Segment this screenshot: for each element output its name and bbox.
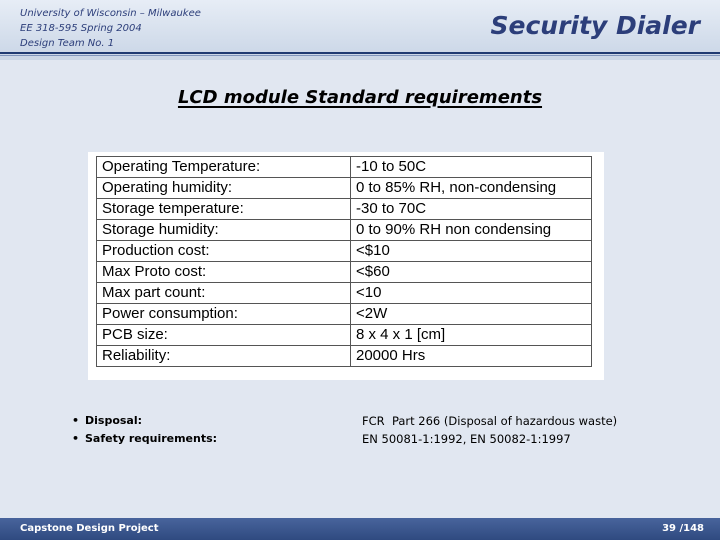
page-number: 39 /148 [662,523,704,534]
table-row [97,325,592,346]
requirement-name: Power consumption: [97,304,351,325]
note-value: FCR Part 266 (Disposal of hazardous waste) [362,414,618,428]
requirement-name: Storage humidity: [97,220,351,241]
requirement-value: 20000 Hrs [351,346,592,367]
slide-title [0,84,720,112]
requirement-name: Max Proto cost: [97,262,351,283]
project-title: Security Dialer [490,11,700,40]
list-item [72,430,217,448]
footer-course-label: Capstone Design Project [20,523,159,534]
requirement-name: Max part count: [97,283,351,304]
course-info [20,6,201,51]
table-row [97,262,592,283]
table-row [97,346,592,367]
header-divider [0,52,720,54]
table-row [97,304,592,325]
table-row [97,199,592,220]
requirement-value: 0 to 85% RH, non-condensing [351,178,592,199]
requirement-value: -10 to 50C [351,157,592,178]
note-value: EN 50081-1:1992, EN 50082-1:1997 [362,432,571,446]
header-divider-thin [0,55,720,56]
notes-values [362,412,617,448]
table-row [97,178,592,199]
requirement-value: 0 to 90% RH non condensing [351,220,592,241]
requirement-value: -30 to 70C [351,199,592,220]
note-label: Safety requirements: [85,432,218,445]
list-item [72,412,217,430]
table-row [97,157,592,178]
requirement-value: <2W [351,304,592,325]
team-number: Design Team No. 1 [20,38,115,49]
university-name: University of Wisconsin – Milwaukee [20,8,201,19]
slide-title-text: LCD module Standard requirements [177,87,543,108]
bullet-icon: • [72,432,80,445]
requirement-name: Production cost: [97,241,351,262]
course-code: EE 318-595 Spring 2004 [20,23,142,34]
requirements-table-panel [88,152,604,380]
notes-labels [72,412,217,448]
requirement-value: 8 x 4 x 1 [cm] [351,325,592,346]
requirement-value: <10 [351,283,592,304]
slide-header [0,0,720,60]
table-row [97,241,592,262]
requirements-table [96,156,592,367]
table-row [97,283,592,304]
table-row [97,220,592,241]
note-label: Disposal: [85,414,143,427]
slide-footer [0,518,720,540]
requirement-name: PCB size: [97,325,351,346]
bullet-icon: • [72,414,80,427]
requirement-value: <$10 [351,241,592,262]
requirement-value: <$60 [351,262,592,283]
requirement-name: Reliability: [97,346,351,367]
requirement-name: Operating humidity: [97,178,351,199]
requirement-name: Storage temperature: [97,199,351,220]
requirement-name: Operating Temperature: [97,157,351,178]
